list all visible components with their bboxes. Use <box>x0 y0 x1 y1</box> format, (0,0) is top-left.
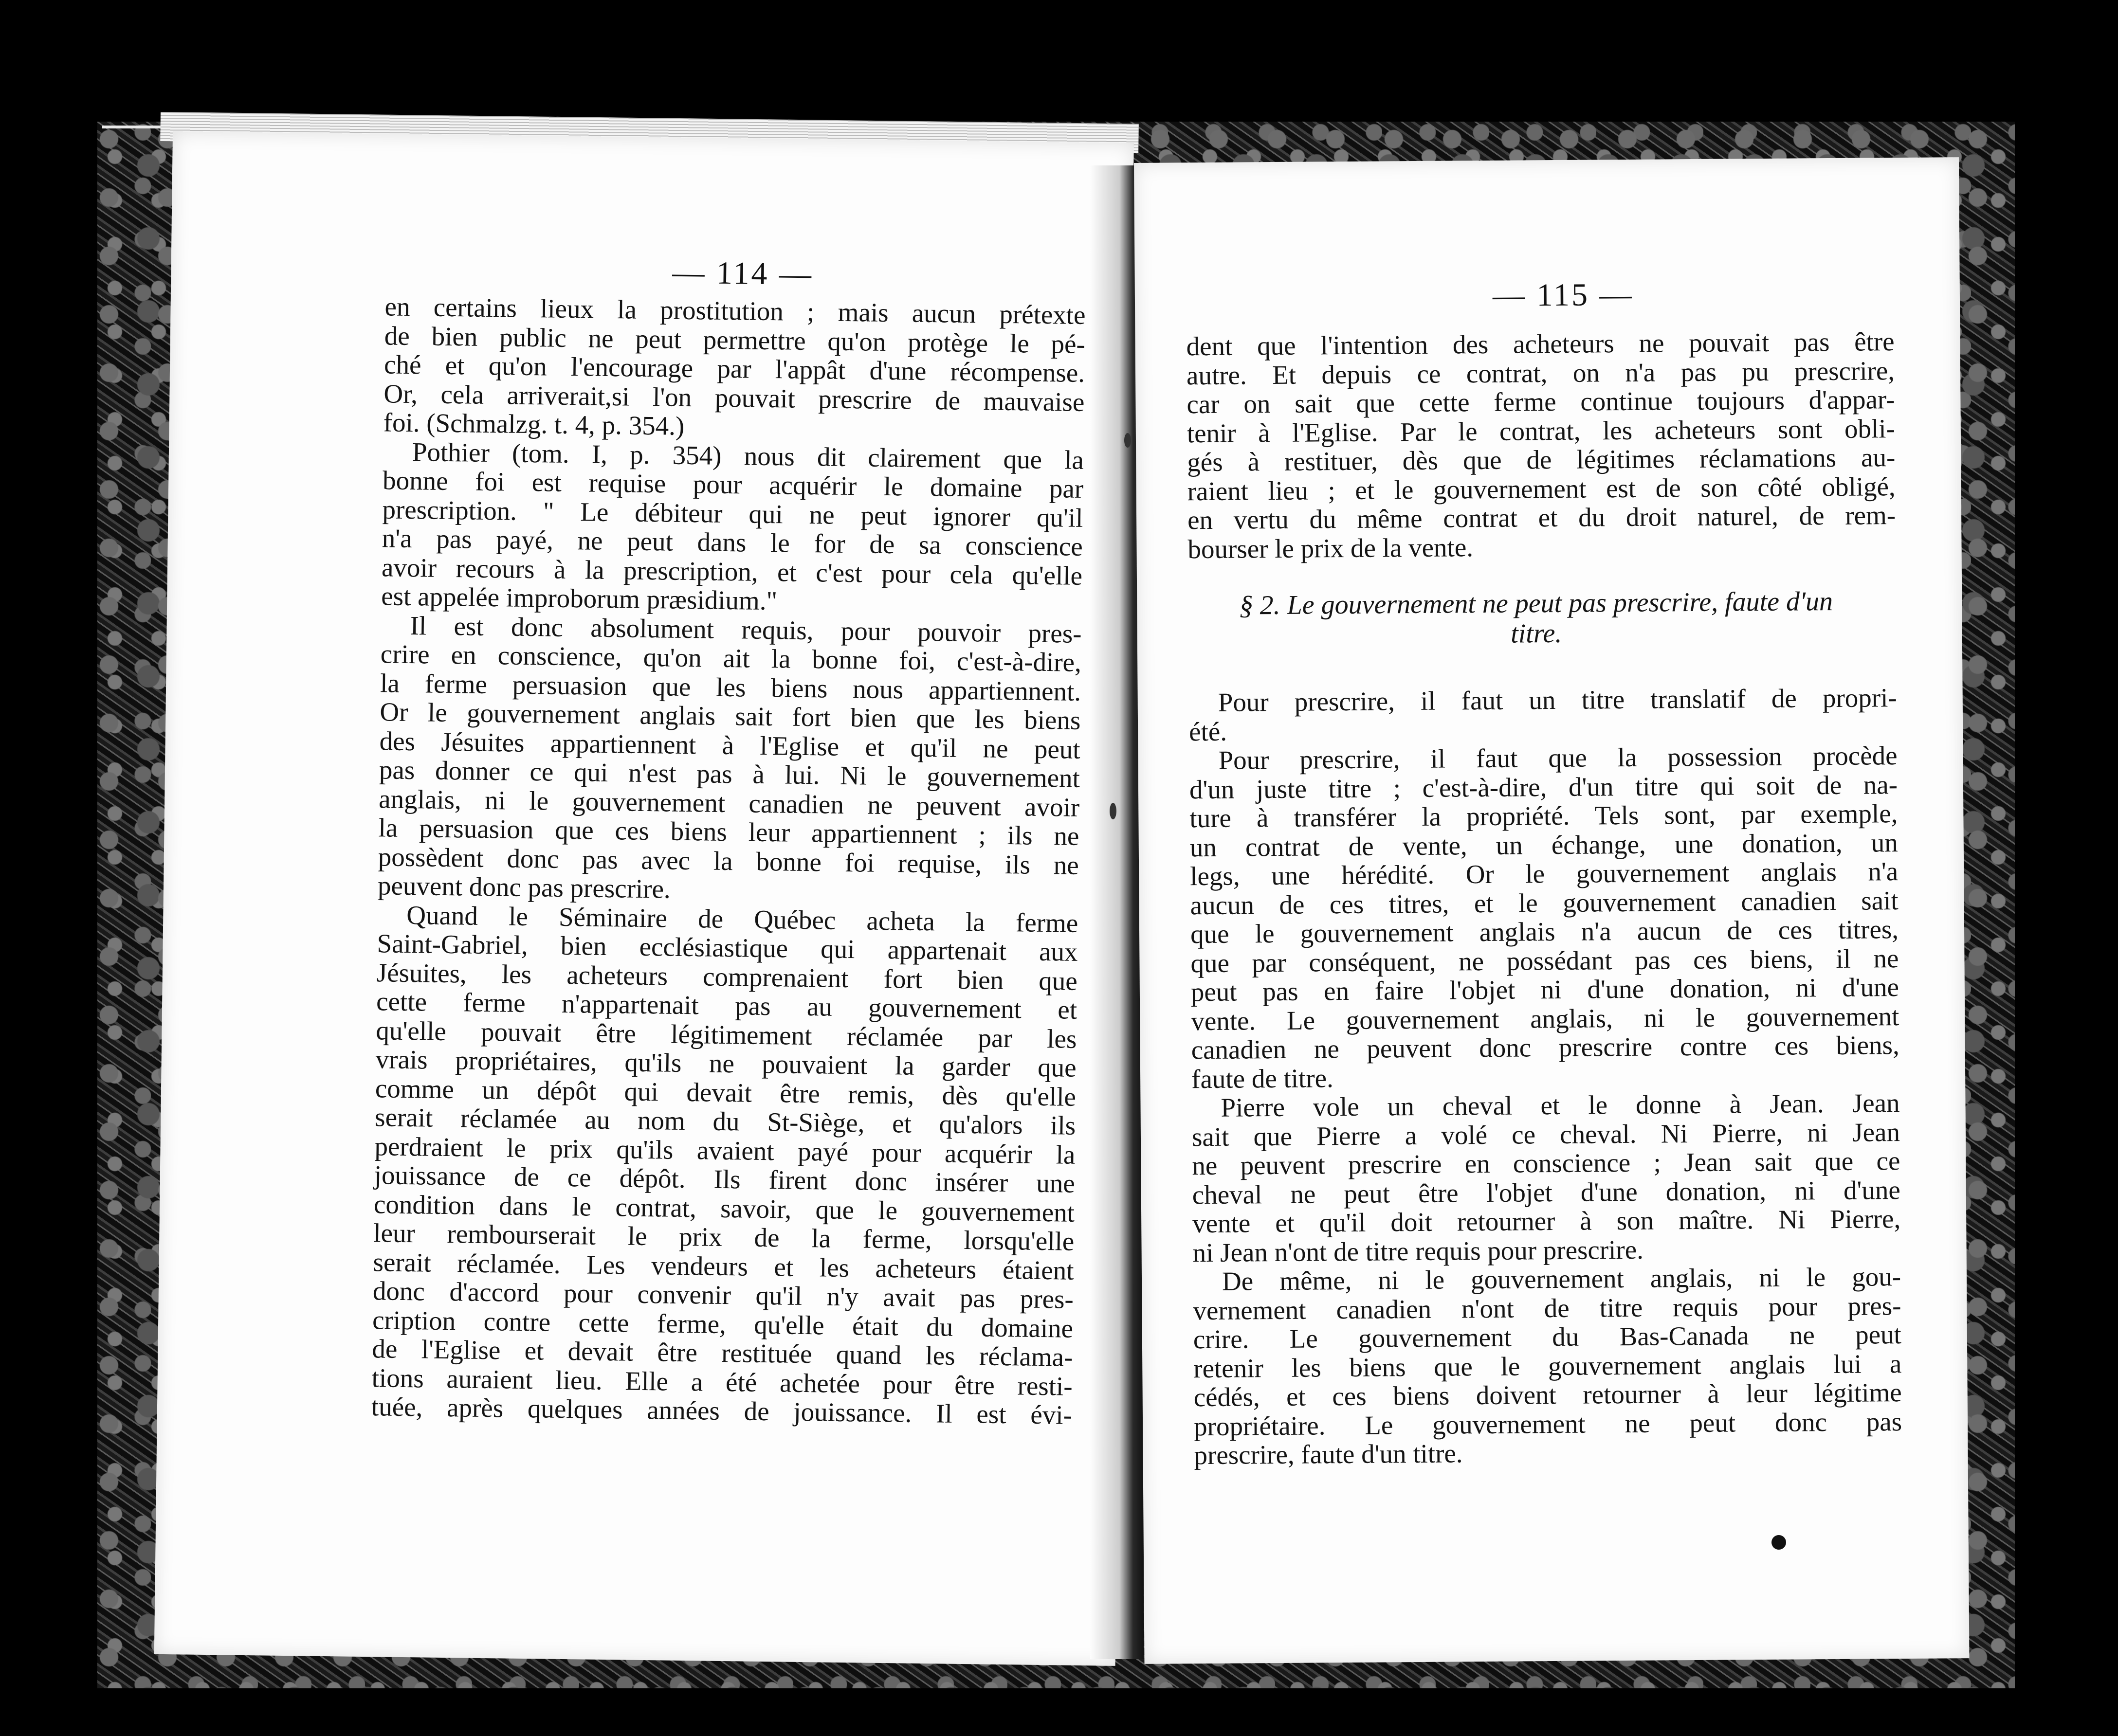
text-line: serait réclamée. Les vendeurs et les acheteurs étaient <box>373 1247 1074 1285</box>
right-page <box>1134 157 1969 1664</box>
text-line: dent que l'intention des acheteurs ne pouvait pas être <box>1186 326 1895 362</box>
section-heading-line-1: § 2. Le gouvernement ne peut pas prescrire, faute d'un <box>1239 586 1833 621</box>
page-number-left: — 114 — <box>672 254 814 292</box>
text-line: cription contre cette ferme, qu'elle était du domaine <box>372 1304 1074 1343</box>
text-line: Or le gouvernement anglais sait fort bien que les biens <box>380 697 1081 735</box>
text-line: prescrire, faute d'un titre. <box>1194 1438 1463 1470</box>
text-line: bonne foi est requise pour acquérir le domaine par <box>382 465 1084 504</box>
text-line: anglais, ni le gouvernement canadien ne peuvent avoir <box>378 783 1080 822</box>
text-line: ché et qu'on l'encourage par l'appât d'une récompense. <box>383 349 1085 388</box>
text-line: Pothier (tom. I, p. 354) nous dit clairement que la <box>412 436 1084 475</box>
text-line: retenir les biens que le gouvernement anglais lui a <box>1193 1348 1902 1383</box>
text-line: crire. Le gouvernement du Bas-Canada ne peut <box>1193 1320 1902 1355</box>
text-line: car on sait que cette ferme continue toujours d'appar- <box>1187 384 1895 419</box>
text-line: bourser le prix de la vente. <box>1187 532 1474 564</box>
text-line: tuée, après quelques années de jouissance. Il est évi- <box>371 1392 1073 1430</box>
text-line: peut pas en faire l'objet ni d'une donation, ni d'une <box>1190 972 1899 1007</box>
text-line: Saint-Gabriel, bien ecclésiastique qui appartenait aux <box>377 928 1078 967</box>
text-line: la ferme persuasion que les biens nous appartiennent. <box>380 668 1081 706</box>
text-line: cédés, et ces biens doivent retourner à leur légitime <box>1193 1377 1902 1412</box>
text-line: autre. Et depuis ce contrat, on n'a pas pu prescrire, <box>1186 355 1895 390</box>
text-line: peuvent donc pas prescrire. <box>377 870 671 904</box>
text-line: donc d'accord pour convenir qu'il n'y avait pas pres- <box>372 1276 1074 1314</box>
page-number-right: — 115 — <box>1492 276 1634 313</box>
text-line: aucun de ces titres, et le gouvernement canadien sait <box>1190 885 1899 920</box>
text-line: pas donner ce qui n'est pas à lui. Ni le gouvernement <box>379 755 1080 793</box>
right-page-body-bottom <box>1189 683 1902 1470</box>
text-line: en vertu du même contrat et du droit naturel, de rem- <box>1187 500 1896 535</box>
text-line: été. <box>1188 716 1227 746</box>
text-line: serait réclamée au nom du St-Siège, et qu'alors ils <box>374 1102 1076 1140</box>
text-line: n'a pas payé, ne peut dans le for de sa conscience <box>382 523 1083 561</box>
text-line: raient lieu ; et le gouvernement est de son côté obligé, <box>1187 471 1896 506</box>
text-line: possèdent donc pas avec la bonne foi requise, ils ne <box>378 841 1079 880</box>
text-line: de l'Eglise et devait être restituée quand les réclama- <box>372 1334 1073 1372</box>
text-line: gés à restituer, dès que de légitimes réclamations au- <box>1187 442 1896 477</box>
text-line: faute de titre. <box>1191 1063 1334 1094</box>
text-line: Or, cela arriverait,si l'on pouvait prescrire de mauvaise <box>383 378 1085 417</box>
text-line: condition dans le contrat, savoir, que le gouvernement <box>373 1189 1075 1228</box>
text-line: vente et qu'il doit retourner à son maître. Ni Pierre, <box>1192 1204 1901 1239</box>
text-line: Il est donc absolument requis, pour pouvoir pres- <box>410 610 1082 649</box>
text-line: canadien ne peuvent donc prescrire contre ces biens, <box>1191 1030 1899 1065</box>
text-line: ni Jean n'ont de titre requis pour prescrire. <box>1192 1234 1644 1267</box>
text-line: en certains lieux la prostitution ; mais aucun prétexte <box>384 291 1086 330</box>
text-line: crire en conscience, qu'on ait la bonne foi, c'est-à-dire, <box>380 639 1082 677</box>
text-line: la persuasion que ces biens leur appartiennent ; ils ne <box>378 813 1079 851</box>
text-line: de bien public ne peut permettre qu'on protège le pé- <box>384 320 1086 359</box>
section-heading-line-2: titre. <box>1510 618 1562 649</box>
text-line: foi. (Schmalzg. t. 4, p. 354.) <box>383 407 685 441</box>
text-line: prescription. " Le débiteur qui ne peut ignorer qu'il <box>382 494 1083 533</box>
text-line: Jésuites, les acheteurs comprenaient fort bien que <box>376 957 1078 996</box>
text-line: qu'elle pouvait être légitimement réclamée par les <box>376 1015 1077 1054</box>
text-line: vernement canadien n'ont de titre requis pour pres- <box>1193 1290 1901 1325</box>
text-line: un contrat de vente, un échange, une donation, un <box>1189 827 1898 862</box>
text-line: avoir recours à la prescription, et c'est pour cela qu'elle <box>381 552 1083 591</box>
text-line: Pour prescrire, il faut un titre translatif de propri- <box>1218 683 1897 717</box>
left-page-body <box>371 292 1086 1429</box>
ink-speck <box>1771 1535 1786 1550</box>
text-line: Quand le Séminaire de Québec acheta la ferme <box>406 900 1078 938</box>
text-line: propriétaire. Le gouvernement ne peut donc pas <box>1193 1406 1902 1441</box>
text-line: tions auraient lieu. Elle a été achetée pour être resti- <box>371 1362 1073 1401</box>
text-line: est appelée improborum præsidium." <box>381 581 778 616</box>
text-line: des Jésuites appartiennent à l'Eglise et qu'il ne peut <box>379 725 1080 764</box>
text-line: cheval ne peut être l'objet d'une donation, ni d'une <box>1192 1175 1900 1210</box>
text-line: jouissance de ce dépôt. Ils firent donc insérer une <box>374 1160 1076 1198</box>
section-heading <box>1176 586 1897 651</box>
text-line: ne peuvent prescrire en conscience ; Jean sait que ce <box>1192 1146 1900 1181</box>
text-line: De même, ni le gouvernement anglais, ni le gou- <box>1222 1262 1901 1296</box>
text-line: ture à transférer la propriété. Tels sont, par exemple, <box>1189 798 1898 833</box>
text-line: d'un juste titre ; c'est-à-dire, d'un titre qui soit de na- <box>1189 769 1898 804</box>
text-line: leur rembourserait le prix de la ferme, lorsqu'elle <box>373 1218 1075 1256</box>
left-page <box>154 131 1134 1666</box>
text-line: legs, une hérédité. Or le gouvernement anglais n'a <box>1190 856 1899 891</box>
text-line: Pierre vole un cheval et le donne à Jean. Jean <box>1221 1088 1900 1122</box>
ink-speck <box>1124 433 1131 448</box>
text-line: vrais propriétaires, qu'ils ne pouvaient la garder que <box>375 1044 1077 1083</box>
ink-speck <box>1110 803 1116 819</box>
text-line: cette ferme n'appartenait pas au gouvernement et <box>376 986 1077 1025</box>
text-line: vente. Le gouvernement anglais, ni le gouvernement <box>1191 1001 1899 1036</box>
text-line: que par conséquent, ne possédant pas ces biens, il ne <box>1190 943 1899 978</box>
text-line: que le gouvernement anglais n'a aucun de ces titres, <box>1190 914 1899 949</box>
text-line: sait que Pierre a volé ce cheval. Ni Pierre, ni Jean <box>1191 1117 1900 1152</box>
text-line: comme un dépôt qui devait être remis, dès qu'elle <box>375 1073 1077 1112</box>
right-page-body-top <box>1186 327 1896 563</box>
text-line: perdraient le prix qu'ils avaient payé pour acquérir la <box>374 1131 1076 1170</box>
text-line: tenir à l'Eglise. Par le contrat, les acheteurs sont obli- <box>1187 413 1896 448</box>
text-line: Pour prescrire, il faut que la possession procède <box>1218 741 1898 775</box>
